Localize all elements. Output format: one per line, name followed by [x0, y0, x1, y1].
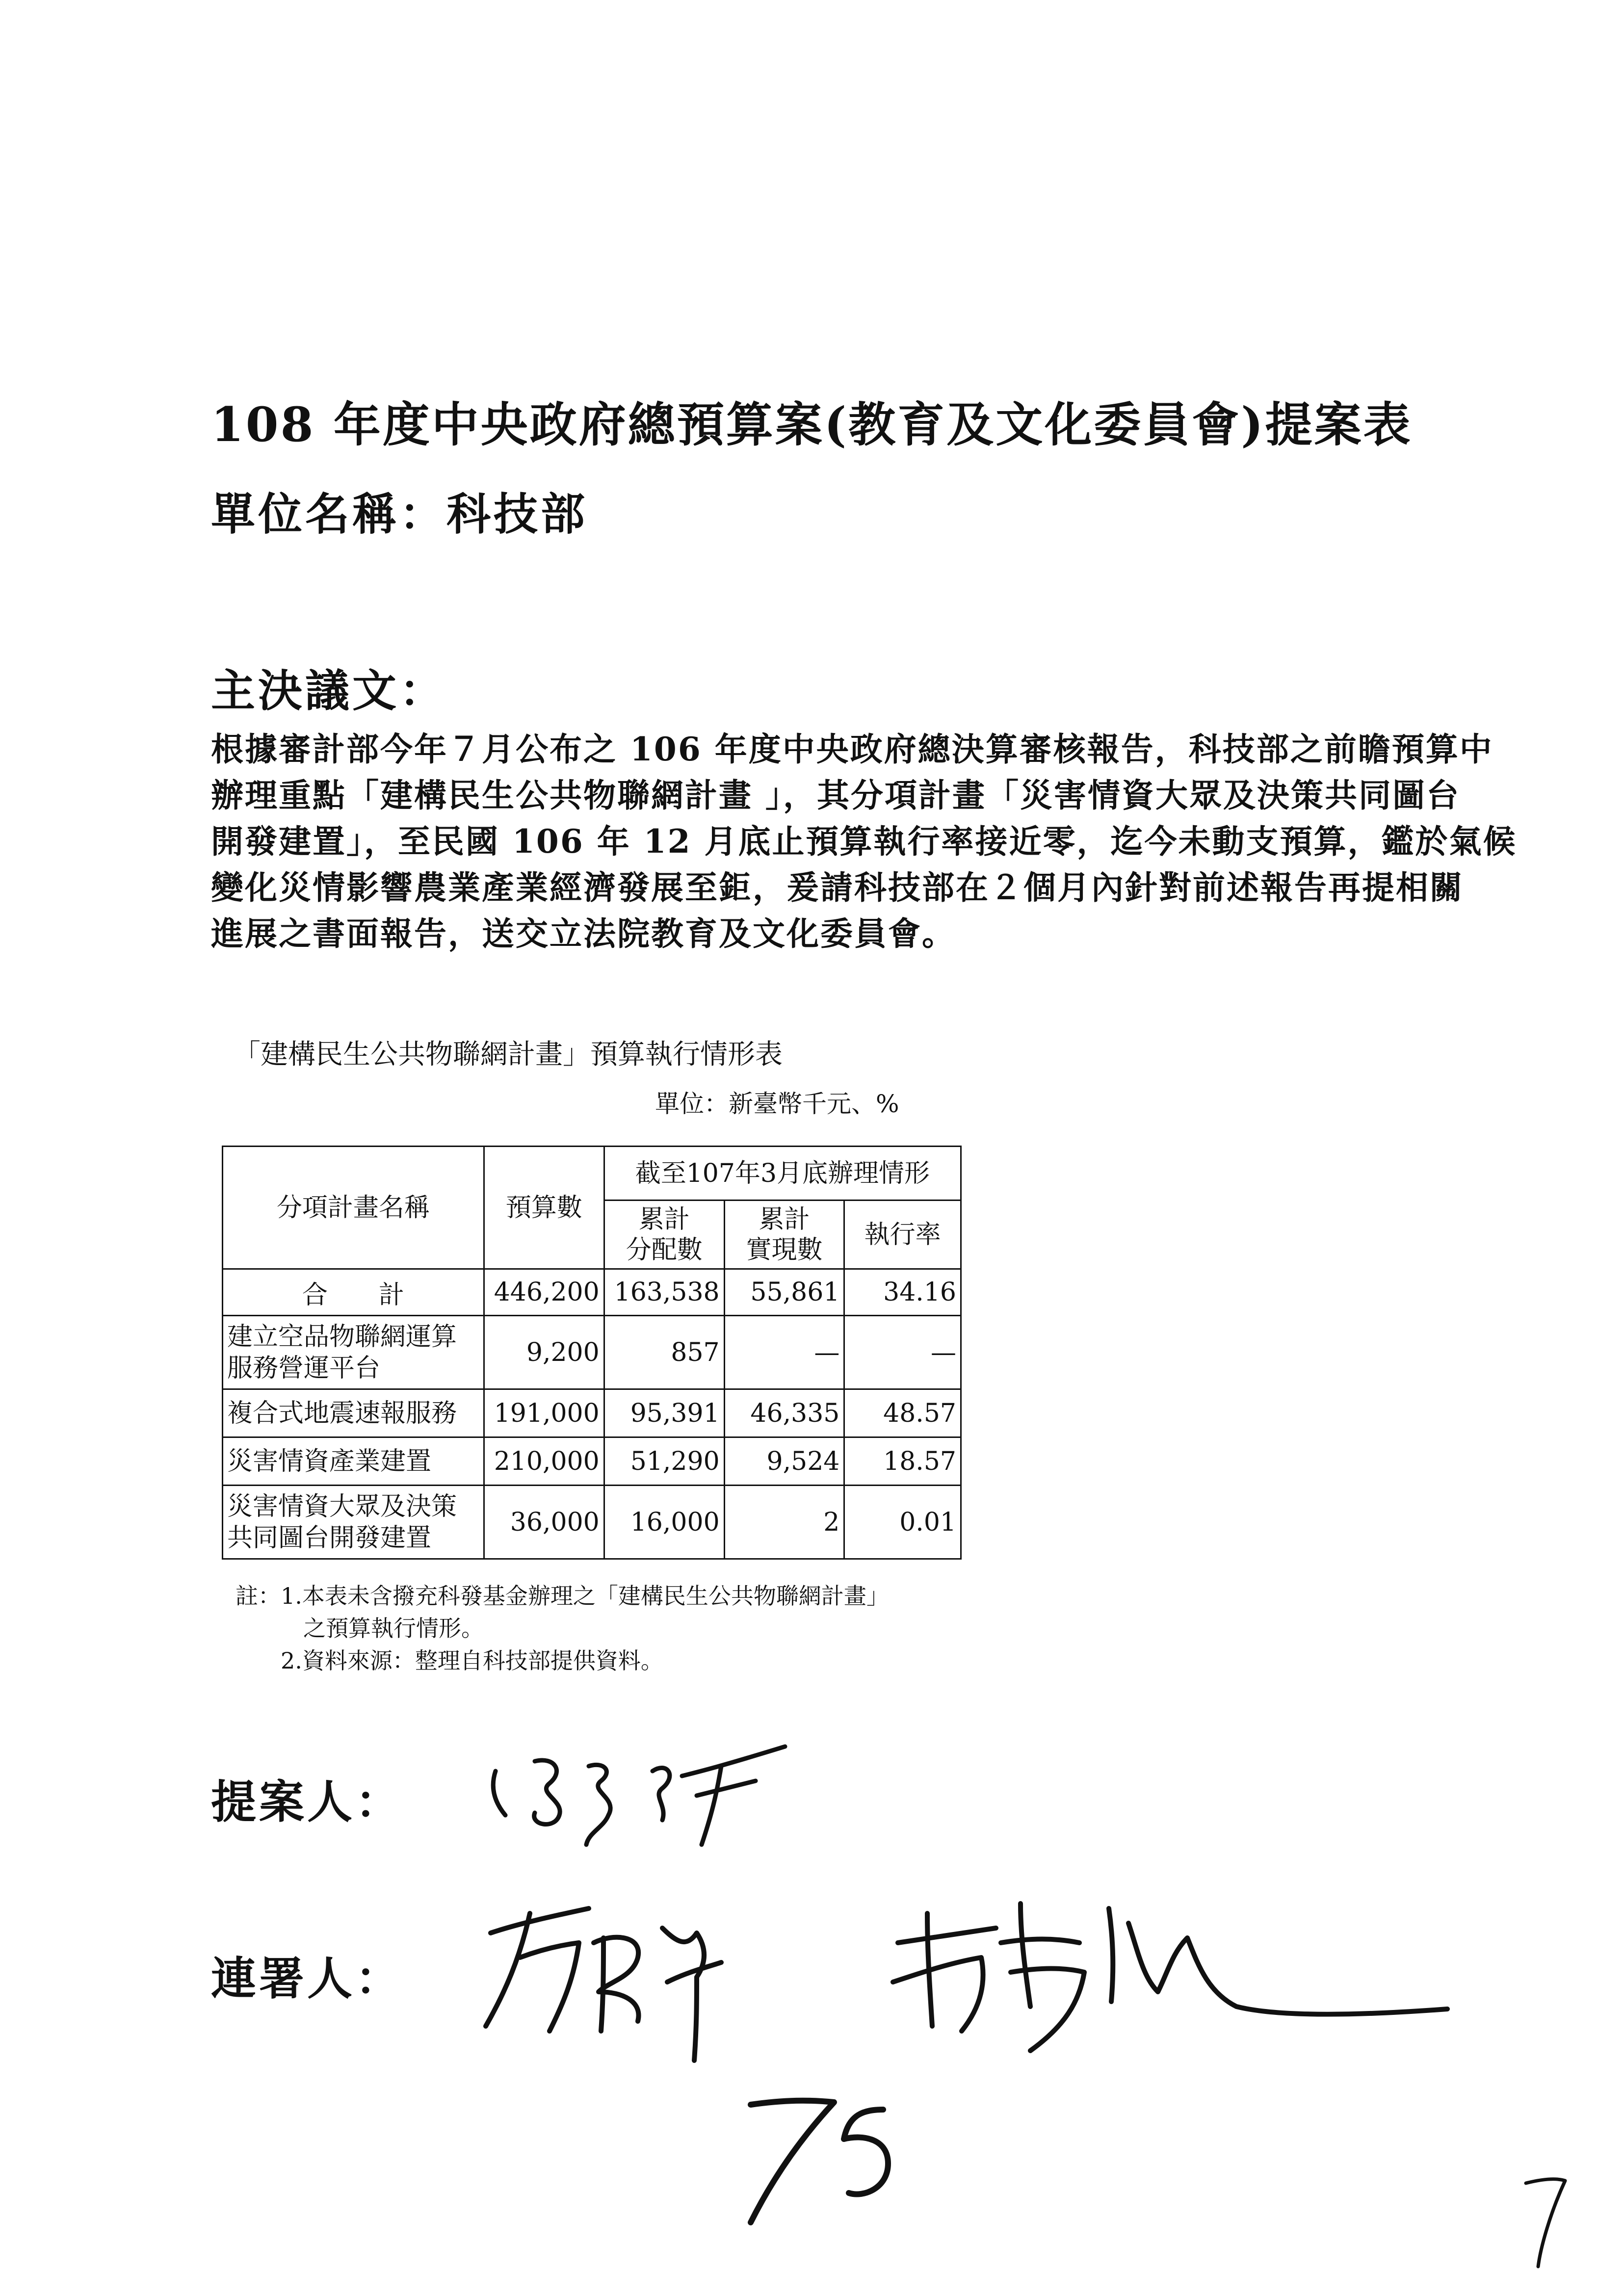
handwritten-number-text: 75	[775, 2214, 782, 2219]
cosigner-signature-1	[486, 1908, 721, 2061]
header-realized-line2: 實現數	[746, 1235, 823, 1265]
header-realized-line1: 累計	[759, 1204, 810, 1234]
note-line: 註：1.本表未含撥充科發基金辦理之「建構民生公共物聯網計畫」	[236, 1583, 889, 1609]
header-allocated-line2: 分配數	[626, 1235, 703, 1265]
header-budget: 預算數	[484, 1147, 604, 1269]
row-allocated: 95,391	[604, 1389, 724, 1437]
row-name: 災害情資大眾及決策共同圖台開發建置	[223, 1486, 484, 1559]
row-budget: 446,200	[484, 1269, 604, 1316]
page-title: 108 年度中央政府總預算案(教育及文化委員會)提案表	[211, 397, 1413, 452]
resolution-line: 辦理重點「建構民生公共物聯網計畫 」，其分項計畫「災害情資大眾及決策共同圖台	[211, 776, 1460, 814]
header-rate: 執行率	[844, 1200, 961, 1269]
resolution-line: 進展之書面報告，送交立法院教育及文化委員會。	[211, 914, 956, 953]
row-realized: 9,524	[724, 1437, 844, 1486]
row-allocated: 857	[604, 1316, 724, 1389]
header-allocated-line1: 累計	[638, 1204, 690, 1234]
row-name: 合 計	[223, 1269, 484, 1316]
row-rate: 48.57	[844, 1389, 961, 1437]
note-line: 之預算執行情形。	[236, 1615, 484, 1642]
row-rate: 18.57	[844, 1437, 961, 1486]
row-rate: 34.16	[844, 1269, 961, 1316]
header-group: 截至107年3月底辦理情形	[604, 1147, 961, 1200]
row-name: 災害情資產業建置	[223, 1437, 484, 1486]
row-budget: 191,000	[484, 1389, 604, 1437]
row-rate: —	[844, 1316, 961, 1389]
resolution-line: 開發建置」，至民國 106 年 12 月底止預算執行率接近零，迄今未動支預算，鑑於氣候	[211, 822, 1517, 861]
table-unit: 單位：新臺幣千元、%	[655, 1090, 899, 1118]
note-line: 2.資料來源：整理自科技部提供資料。	[236, 1647, 663, 1674]
proposer-signature	[493, 1747, 785, 1845]
header-name: 分項計畫名稱	[223, 1147, 484, 1269]
row-name: 複合式地震速報服務	[223, 1389, 484, 1437]
page-mark-text: 7	[1545, 2253, 1549, 2258]
row-allocated: 163,538	[604, 1269, 724, 1316]
resolution-line: 變化災情影響農業產業經濟發展至鉅，爰請科技部在２個月內針對前述報告再提相關	[211, 868, 1464, 907]
cosigner-signature-2	[893, 1904, 1447, 2051]
row-realized: 46,335	[724, 1389, 844, 1437]
resolution-line: 根據審計部今年７月公布之 106 年度中央政府總決算審核報告，科技部之前瞻預算中	[211, 730, 1493, 768]
resolution-heading: 主決議文：	[211, 665, 446, 717]
row-allocated: 51,290	[604, 1437, 724, 1486]
row-realized: 55,861	[724, 1269, 844, 1316]
row-budget: 9,200	[484, 1316, 604, 1389]
unit-name: 單位名稱：科技部	[211, 488, 588, 540]
row-allocated: 16,000	[604, 1486, 724, 1559]
row-rate: 0.01	[844, 1486, 961, 1559]
cosigner-label: 連署人：	[211, 1952, 404, 2005]
handwritten-number	[751, 2101, 888, 2222]
proposer-label: 提案人：	[211, 1775, 404, 1828]
row-name: 建立空品物聯網運算服務營運平台	[223, 1316, 484, 1389]
row-realized: —	[724, 1316, 844, 1389]
row-budget: 210,000	[484, 1437, 604, 1486]
table-caption: 「建構民生公共物聯網計畫」預算執行情形表	[233, 1039, 783, 1070]
row-realized: 2	[724, 1486, 844, 1559]
row-budget: 36,000	[484, 1486, 604, 1559]
